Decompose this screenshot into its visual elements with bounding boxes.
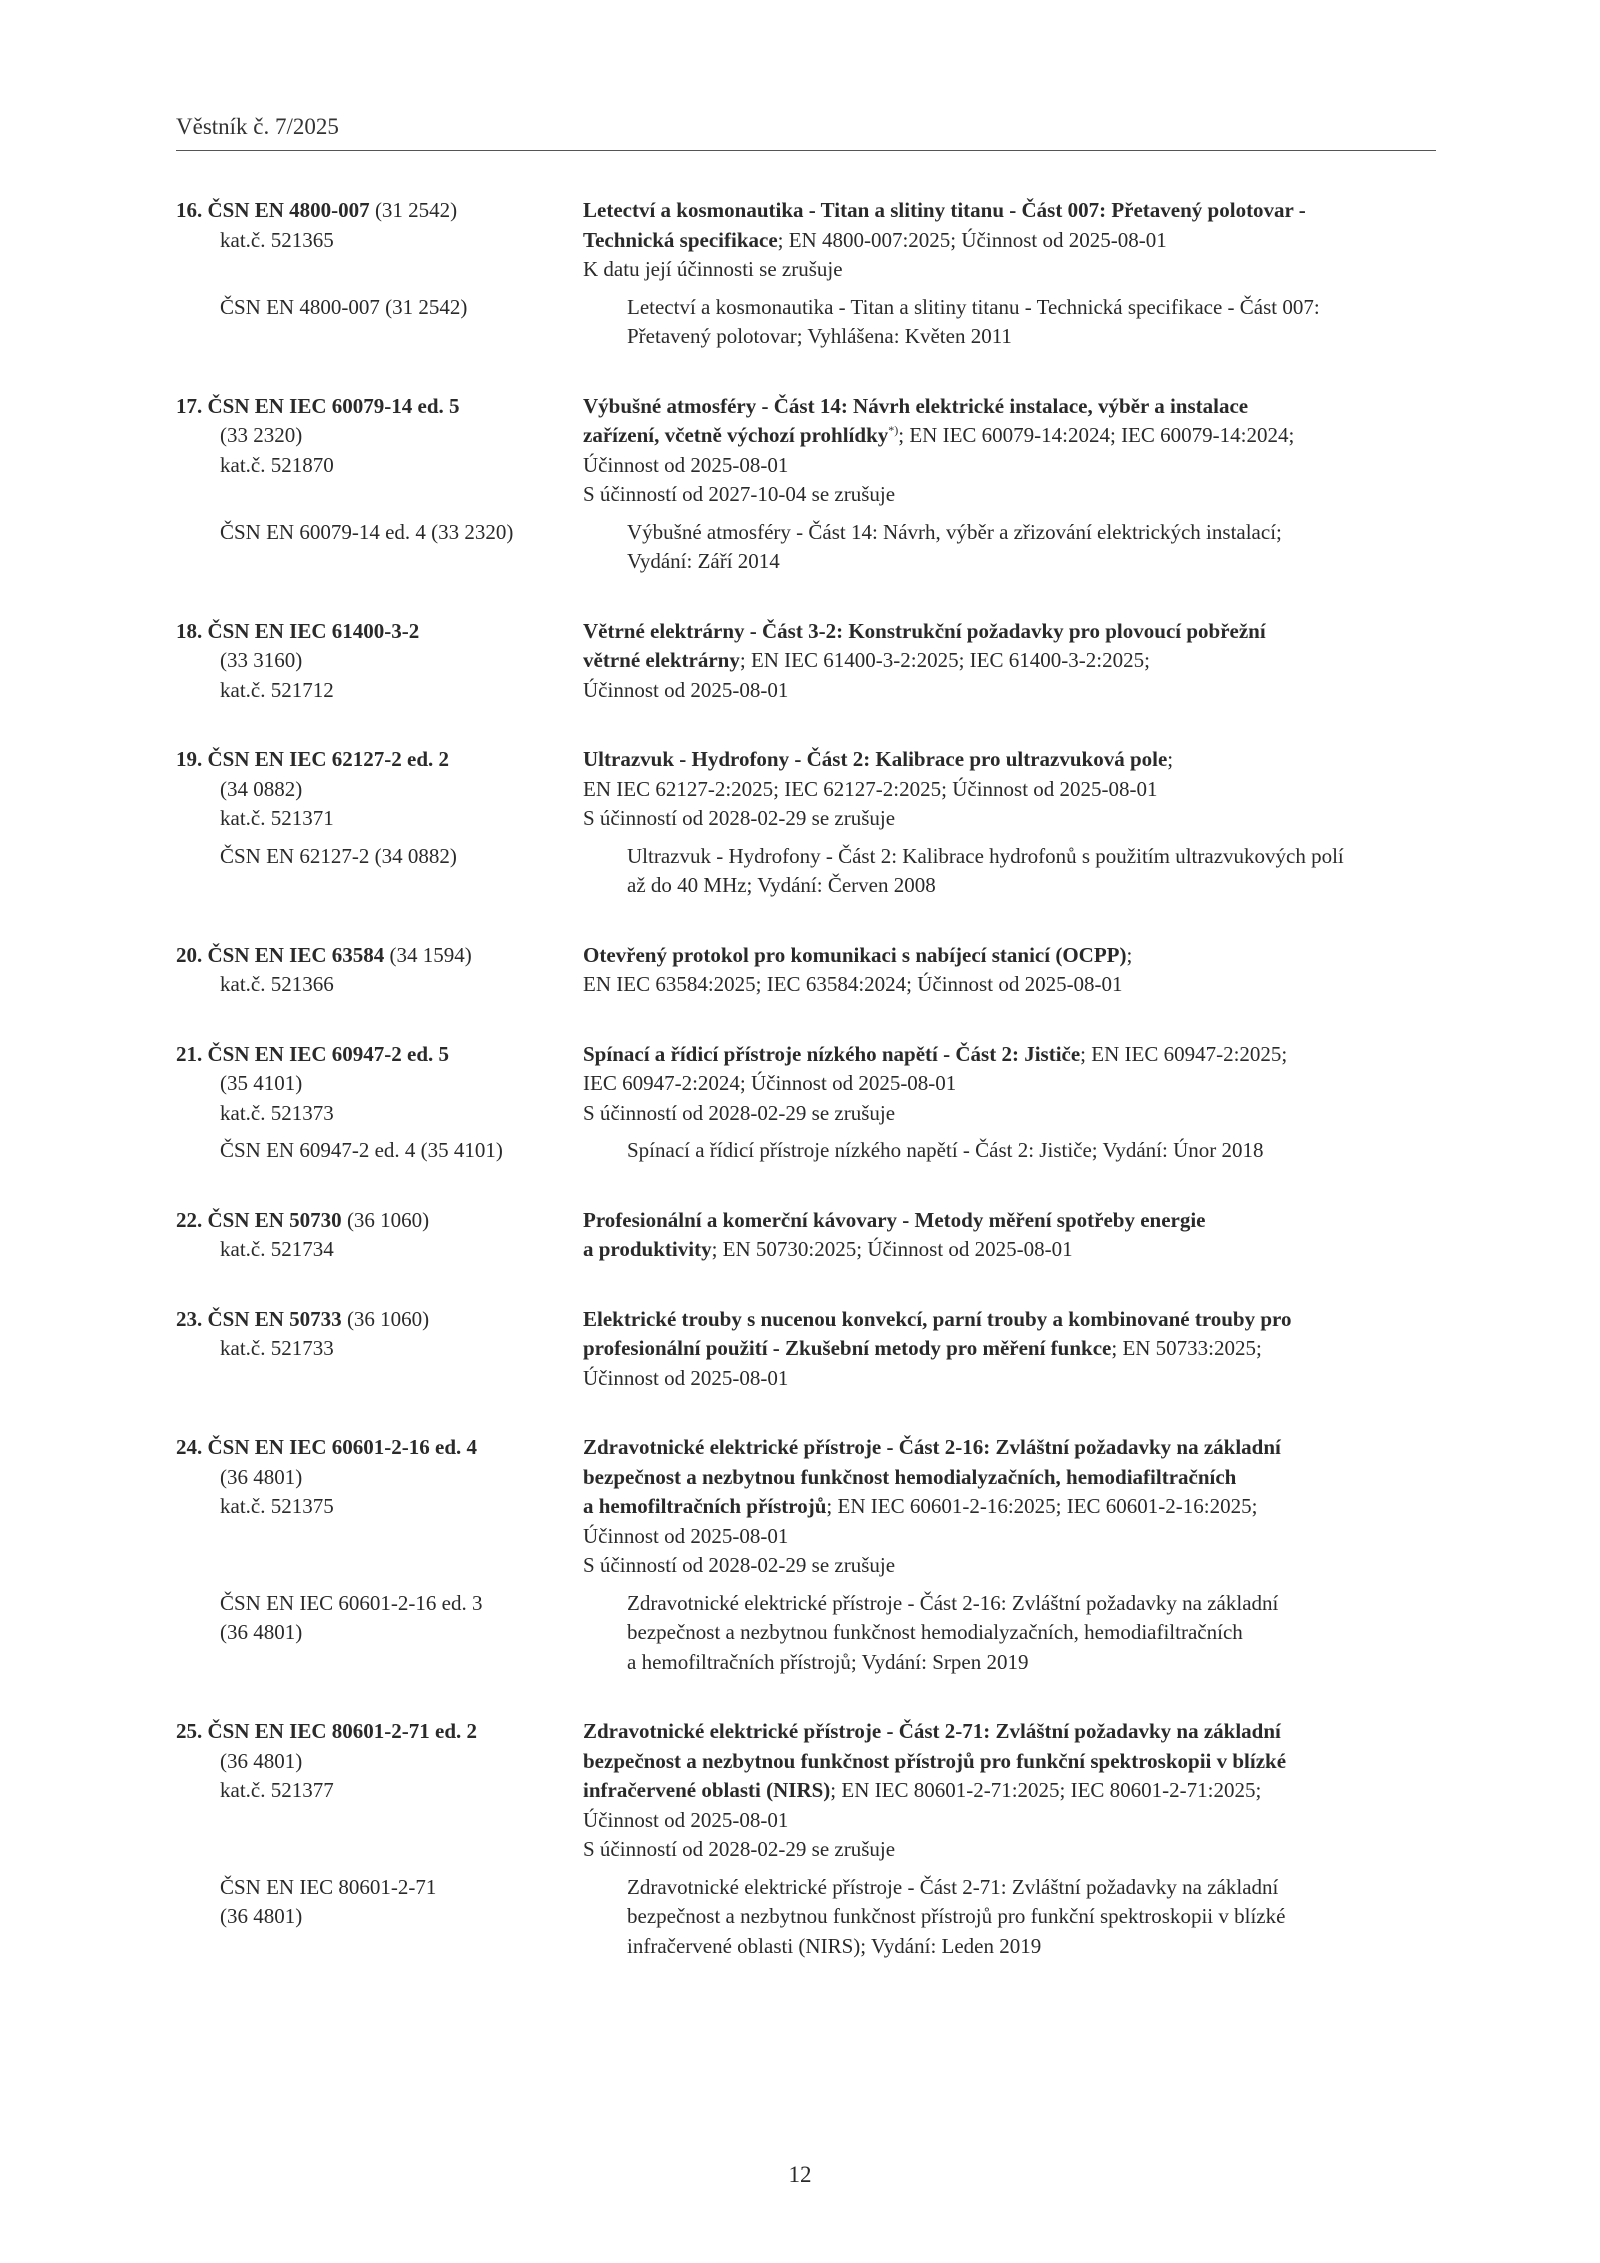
plain-text: kat.č. 521733 — [220, 1336, 334, 1360]
replaced-description-line: Vydání: Září 2014 — [627, 549, 780, 573]
replaced-standard-description — [627, 1136, 1436, 1166]
standard-details: Účinnost od 2025-08-01 — [583, 677, 789, 702]
bold-text: ČSN EN IEC 60947-2 ed. 5 — [207, 1041, 450, 1066]
catalog-number — [176, 1776, 583, 1806]
replaced-standard-description — [627, 1589, 1436, 1678]
replaced-standard-id — [176, 1136, 627, 1166]
standard-entry — [176, 1717, 1436, 1961]
standard-details: ; EN 50733:2025; — [1111, 1336, 1262, 1360]
replaced-standard-row — [176, 842, 1436, 901]
standard-description-column — [583, 392, 1436, 510]
standard-details: Účinnost od 2025-08-01 — [583, 1807, 789, 1832]
description-line — [583, 1206, 1436, 1236]
description-line — [583, 745, 1436, 775]
plain-text: kat.č. 521377 — [220, 1778, 334, 1802]
standard-title: Profesionální a komerční kávovary - Metody měření spotřeby energie — [583, 1207, 1206, 1232]
standard-description-column — [583, 745, 1436, 834]
plain-text: kat.č. 521373 — [220, 1100, 334, 1125]
classification-code — [176, 421, 583, 451]
plain-text: (33 3160) — [220, 648, 303, 672]
replaced-standard-row — [176, 1589, 1436, 1678]
plain-text: (36 4801) — [220, 1748, 303, 1773]
plain-text: kat.č. 521734 — [220, 1237, 334, 1261]
description-line — [583, 1492, 1436, 1522]
standard-row — [176, 941, 1436, 1000]
description-line — [583, 1433, 1436, 1463]
replaced-standard-id — [176, 1873, 627, 1962]
description-line — [583, 1717, 1436, 1747]
description-line — [583, 1551, 1436, 1581]
entry-number: 20. — [176, 942, 203, 967]
replaced-description-line: až do 40 MHz; Vydání: Červen 2008 — [627, 873, 936, 897]
standard-entry — [176, 617, 1436, 706]
bold-text: ČSN EN IEC 62127-2 ed. 2 — [207, 747, 450, 771]
plain-text: kat.č. 521870 — [220, 452, 334, 477]
standard-details: K datu její účinnosti se zrušuje — [583, 257, 843, 281]
standard-details: ; EN IEC 80601-2-71:2025; IEC 80601-2-71:2025; — [830, 1778, 1262, 1802]
description-line — [583, 941, 1436, 971]
standard-details: ; EN IEC 61400-3-2:2025; IEC 61400-3-2:2025; — [739, 648, 1150, 672]
description-line — [583, 970, 1436, 1000]
entry-number: 21. — [176, 1041, 203, 1066]
plain-text: (36 1060) — [341, 1207, 430, 1232]
replaced-standard-description — [627, 842, 1436, 901]
standard-designation — [176, 1717, 583, 1747]
standard-details: S účinností od 2028-02-29 se zrušuje — [583, 1837, 896, 1861]
description-line — [583, 775, 1436, 805]
catalog-number — [176, 676, 583, 706]
standard-row — [176, 745, 1436, 834]
description-line — [583, 1835, 1436, 1865]
replaced-description-line: a hemofiltračních přístrojů; Vydání: Srpen 2019 — [627, 1649, 1029, 1674]
replaced-description-line: Výbušné atmosféry - Část 14: Návrh, výběr a zřizování elektrických instalací; — [627, 519, 1282, 544]
standard-id-column — [176, 196, 583, 285]
standard-details: ; EN 50730:2025; Účinnost od 2025-08-01 — [711, 1237, 1073, 1261]
standard-id-column — [176, 941, 583, 1000]
standard-details: Účinnost od 2025-08-01 — [583, 1365, 789, 1390]
standard-entry — [176, 1305, 1436, 1394]
standard-title: Ultrazvuk - Hydrofony - Část 2: Kalibrace pro ultrazvuková pole — [583, 747, 1168, 771]
standard-entry — [176, 196, 1436, 352]
standard-designation — [176, 1206, 583, 1236]
standard-entry — [176, 392, 1436, 577]
description-line — [583, 392, 1436, 422]
standard-details: ; EN IEC 60601-2-16:2025; IEC 60601-2-16:2025; — [826, 1494, 1258, 1518]
bold-text: ČSN EN 50730 — [207, 1207, 342, 1232]
replaced-designation-line: (36 4801) — [220, 1620, 303, 1644]
page-header — [176, 112, 1436, 151]
standard-description-column — [583, 1040, 1436, 1129]
standard-details: S účinností od 2028-02-29 se zrušuje — [583, 806, 896, 830]
plain-text: (33 2320) — [220, 423, 303, 447]
standard-details: Účinnost od 2025-08-01 — [583, 452, 789, 477]
standard-row — [176, 1433, 1436, 1581]
catalog-number — [176, 1334, 583, 1364]
plain-text: (35 4101) — [220, 1071, 303, 1095]
replaced-description-line: infračervené oblasti (NIRS); Vydání: Leden 2019 — [627, 1933, 1042, 1958]
standard-details: ; EN IEC 60947-2:2025; — [1080, 1041, 1288, 1066]
description-line — [583, 804, 1436, 834]
description-line — [583, 480, 1436, 510]
standard-designation — [176, 196, 583, 226]
plain-text: (34 0882) — [220, 776, 303, 801]
replaced-designation-line: ČSN EN 60947-2 ed. 4 (35 4101) — [220, 1138, 503, 1162]
description-line — [583, 196, 1436, 226]
plain-text: kat.č. 521712 — [220, 677, 334, 702]
bold-text: ČSN EN 4800-007 — [207, 198, 370, 222]
standard-title: profesionální použití - Zkušební metody pro měření funkce — [583, 1336, 1112, 1360]
bold-text: ČSN EN IEC 60601-2-16 ed. 4 — [207, 1435, 478, 1459]
replaced-description-line: bezpečnost a nezbytnou funkčnost přístrojů pro funkční spektroskopii v blízké — [627, 1904, 1286, 1928]
replaced-description-line: Zdravotnické elektrické přístroje - Část 2-71: Zvláštní požadavky na základní — [627, 1874, 1279, 1899]
catalog-number — [176, 451, 583, 481]
standard-id-column — [176, 617, 583, 706]
bold-text: ČSN EN 50733 — [207, 1306, 342, 1331]
standard-title: infračervené oblasti (NIRS) — [583, 1778, 831, 1802]
standard-title: Otevřený protokol pro komunikaci s nabíjecí stanicí (OCPP) — [583, 942, 1127, 967]
standard-description-column — [583, 1206, 1436, 1265]
replaced-designation-line: (36 4801) — [220, 1904, 303, 1928]
description-line — [583, 1069, 1436, 1099]
standard-details: ; — [1167, 747, 1174, 771]
plain-text: (36 1060) — [341, 1306, 430, 1331]
standard-designation — [176, 745, 583, 775]
standard-title: zařízení, včetně výchozí prohlídky — [583, 423, 889, 447]
description-line — [583, 421, 1436, 451]
description-line — [583, 1099, 1436, 1129]
standard-designation — [176, 1433, 583, 1463]
standard-title: Výbušné atmosféry - Část 14: Návrh elektrické instalace, výběr a instalace — [583, 393, 1249, 418]
replaced-standard-id — [176, 1589, 627, 1678]
bold-text: ČSN EN IEC 60079-14 ed. 5 — [207, 393, 460, 418]
plain-text: (34 1594) — [384, 942, 472, 967]
standard-entry — [176, 941, 1436, 1000]
description-line — [583, 255, 1436, 285]
entry-number: 18. — [176, 618, 203, 643]
standard-description-column — [583, 196, 1436, 285]
description-line — [583, 1522, 1436, 1552]
description-line — [583, 1334, 1436, 1364]
plain-text: kat.č. 521375 — [220, 1494, 334, 1518]
catalog-number — [176, 1492, 583, 1522]
standard-id-column — [176, 392, 583, 510]
classification-code — [176, 1747, 583, 1777]
standard-entry — [176, 1206, 1436, 1265]
description-line — [583, 1364, 1436, 1394]
plain-text: (36 4801) — [220, 1464, 303, 1489]
standard-row — [176, 617, 1436, 706]
description-line — [583, 226, 1436, 256]
entry-number: 19. — [176, 747, 203, 771]
standard-title: větrné elektrárny — [583, 648, 740, 672]
standard-designation — [176, 941, 583, 971]
standard-details: IEC 60947-2:2024; Účinnost od 2025-08-01 — [583, 1071, 957, 1095]
plain-text: kat.č. 521365 — [220, 227, 334, 252]
catalog-number — [176, 226, 583, 256]
standard-entry — [176, 1040, 1436, 1166]
standard-details: Účinnost od 2025-08-01 — [583, 1523, 789, 1548]
standard-details: ; EN 4800-007:2025; Účinnost od 2025-08-01 — [777, 227, 1167, 252]
classification-code — [176, 1463, 583, 1493]
standard-entry — [176, 1433, 1436, 1677]
replaced-standard-row — [176, 1136, 1436, 1166]
catalog-number — [176, 1235, 583, 1265]
replaced-designation-line: ČSN EN 4800-007 (31 2542) — [220, 294, 468, 319]
description-line — [583, 1040, 1436, 1070]
standard-details: S účinností od 2028-02-29 se zrušuje — [583, 1553, 896, 1577]
standard-details: EN IEC 62127-2:2025; IEC 62127-2:2025; Účinnost od 2025-08-01 — [583, 776, 1158, 801]
standard-row — [176, 1206, 1436, 1265]
footnote-marker: *) — [888, 423, 899, 437]
description-line — [583, 1463, 1436, 1493]
replaced-standard-id — [176, 518, 627, 577]
replaced-designation-line: ČSN EN IEC 80601-2-71 — [220, 1874, 437, 1899]
replaced-standard-description — [627, 293, 1436, 352]
replaced-standard-row — [176, 293, 1436, 352]
standard-title: Technická specifikace — [583, 227, 778, 252]
standard-designation — [176, 1040, 583, 1070]
classification-code — [176, 646, 583, 676]
standard-description-column — [583, 617, 1436, 706]
standard-title: Spínací a řídicí přístroje nízkého napětí - Část 2: Jističe — [583, 1041, 1081, 1066]
description-line — [583, 1776, 1436, 1806]
description-line — [583, 1747, 1436, 1777]
entry-number: 24. — [176, 1435, 203, 1459]
replaced-description-line: bezpečnost a nezbytnou funkčnost hemodialyzačních, hemodiafiltračních — [627, 1620, 1243, 1644]
standard-id-column — [176, 1305, 583, 1394]
standard-description-column — [583, 941, 1436, 1000]
standard-details: EN IEC 63584:2025; IEC 63584:2024; Účinnost od 2025-08-01 — [583, 972, 1123, 996]
standard-row — [176, 196, 1436, 285]
standard-id-column — [176, 1717, 583, 1865]
standard-id-column — [176, 1206, 583, 1265]
standard-row — [176, 1717, 1436, 1865]
standard-details: S účinností od 2028-02-29 se zrušuje — [583, 1100, 896, 1125]
description-line — [583, 617, 1436, 647]
standard-title: bezpečnost a nezbytnou funkčnost hemodialyzačních, hemodiafiltračních — [583, 1464, 1237, 1489]
replaced-designation-line: ČSN EN IEC 60601-2-16 ed. 3 — [220, 1590, 483, 1615]
replaced-description-line: Ultrazvuk - Hydrofony - Část 2: Kalibrace hydrofonů s použitím ultrazvukových polí — [627, 843, 1344, 868]
standard-row — [176, 1305, 1436, 1394]
entry-number: 23. — [176, 1306, 203, 1331]
description-line — [583, 451, 1436, 481]
entry-number: 16. — [176, 198, 203, 222]
standards-list — [176, 196, 1436, 2001]
replaced-standard-row — [176, 518, 1436, 577]
standard-designation — [176, 392, 583, 422]
bulletin-title: Věstník č. 7/2025 — [176, 114, 339, 139]
standard-title: a produktivity — [583, 1237, 712, 1261]
description-line — [583, 1235, 1436, 1265]
description-line — [583, 1305, 1436, 1335]
plain-text: kat.č. 521366 — [220, 972, 334, 996]
standard-details: S účinností od 2027-10-04 se zrušuje — [583, 482, 896, 506]
entry-number: 17. — [176, 393, 203, 418]
replaced-designation-line: ČSN EN 60079-14 ed. 4 (33 2320) — [220, 519, 514, 544]
standard-title: Zdravotnické elektrické přístroje - Část 2-16: Zvláštní požadavky na základní — [583, 1435, 1281, 1459]
replaced-description-line: Letectví a kosmonautika - Titan a slitiny titanu - Technická specifikace - Část 007: — [627, 294, 1320, 319]
replaced-description-line: Přetavený polotovar; Vyhlášena: Květen 2011 — [627, 324, 1012, 348]
replaced-description-line: Spínací a řídicí přístroje nízkého napětí - Část 2: Jističe; Vydání: Únor 2018 — [627, 1138, 1264, 1162]
bold-text: ČSN EN IEC 80601-2-71 ed. 2 — [207, 1719, 478, 1743]
description-line — [583, 676, 1436, 706]
catalog-number — [176, 1099, 583, 1129]
standard-id-column — [176, 1040, 583, 1129]
standard-details: ; — [1126, 942, 1133, 967]
description-line — [583, 1806, 1436, 1836]
replaced-designation-line: ČSN EN 62127-2 (34 0882) — [220, 843, 457, 868]
replaced-standard-description — [627, 518, 1436, 577]
catalog-number — [176, 970, 583, 1000]
standard-title: Elektrické trouby s nucenou konvekcí, parní trouby a kombinované trouby pro — [583, 1306, 1292, 1331]
standard-details: ; EN IEC 60079-14:2024; IEC 60079-14:2024; — [898, 423, 1295, 447]
plain-text: (31 2542) — [369, 198, 458, 222]
plain-text: kat.č. 521371 — [220, 806, 334, 830]
standard-entry — [176, 745, 1436, 901]
standard-title: a hemofiltračních přístrojů — [583, 1494, 827, 1518]
classification-code — [176, 1069, 583, 1099]
standard-title: bezpečnost a nezbytnou funkčnost přístrojů pro funkční spektroskopii v blízké — [583, 1748, 1287, 1773]
catalog-number — [176, 804, 583, 834]
standard-description-column — [583, 1433, 1436, 1581]
standard-title: Větrné elektrárny - Část 3-2: Konstrukční požadavky pro plovoucí pobřežní — [583, 618, 1266, 643]
description-line — [583, 646, 1436, 676]
standard-designation — [176, 617, 583, 647]
entry-number: 22. — [176, 1207, 203, 1232]
standard-row — [176, 1040, 1436, 1129]
entry-number: 25. — [176, 1719, 203, 1743]
standard-description-column — [583, 1305, 1436, 1394]
replaced-standard-description — [627, 1873, 1436, 1962]
replaced-description-line: Zdravotnické elektrické přístroje - Část 2-16: Zvláštní požadavky na základní — [627, 1590, 1279, 1615]
standard-id-column — [176, 1433, 583, 1581]
bold-text: ČSN EN IEC 61400-3-2 — [207, 618, 420, 643]
replaced-standard-id — [176, 293, 627, 352]
classification-code — [176, 775, 583, 805]
standard-designation — [176, 1305, 583, 1335]
replaced-standard-row — [176, 1873, 1436, 1962]
replaced-standard-id — [176, 842, 627, 901]
standard-row — [176, 392, 1436, 510]
standard-title: Zdravotnické elektrické přístroje - Část 2-71: Zvláštní požadavky na základní — [583, 1719, 1281, 1743]
standard-title: Letectví a kosmonautika - Titan a slitiny titanu - Část 007: Přetavený polotovar - — [583, 198, 1306, 222]
bold-text: ČSN EN IEC 63584 — [207, 942, 385, 967]
standard-id-column — [176, 745, 583, 834]
page-number: 12 — [788, 2162, 812, 2187]
standard-description-column — [583, 1717, 1436, 1865]
